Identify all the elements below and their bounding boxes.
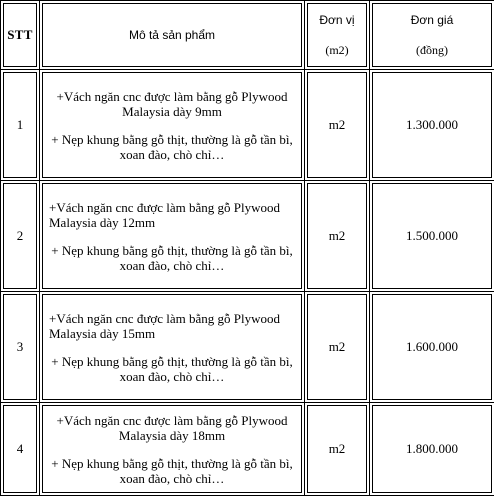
header-stt: STT bbox=[7, 27, 32, 43]
row-stt-cell bbox=[1, 403, 40, 496]
header-unit-sub: (m2) bbox=[325, 43, 348, 58]
header-cell-price bbox=[370, 1, 494, 70]
row-stt: 4 bbox=[17, 441, 24, 457]
row-price-cell bbox=[370, 403, 494, 496]
table-row bbox=[1, 292, 494, 403]
table-header-row bbox=[1, 1, 494, 70]
row-unit: m2 bbox=[329, 339, 346, 355]
table-row bbox=[1, 181, 494, 292]
row-description-cell bbox=[40, 181, 305, 292]
header-description: Mô tả sản phẩm bbox=[129, 28, 215, 42]
row-unit: m2 bbox=[329, 228, 346, 244]
table-row bbox=[1, 70, 494, 181]
table-row bbox=[1, 403, 494, 496]
row-description-line2: + Nẹp khung bằng gỗ thịt, thường là gỗ tần bì, xoan đào, chò chỉ… bbox=[49, 243, 295, 273]
row-unit-cell bbox=[305, 292, 370, 403]
row-description-line1: +Vách ngăn cnc được làm bằng gỗ Plywood Malaysia dày 12mm bbox=[49, 200, 295, 230]
row-stt: 1 bbox=[17, 117, 24, 133]
row-description-line1: +Vách ngăn cnc được làm bằng gỗ Plywood Malaysia dày 18mm bbox=[49, 413, 295, 443]
row-unit-cell bbox=[305, 70, 370, 181]
row-description-line2: + Nẹp khung bằng gỗ thịt, thường là gỗ tần bì, xoan đào, chò chỉ… bbox=[49, 456, 295, 486]
row-stt-cell bbox=[1, 70, 40, 181]
header-price-sub: (đồng) bbox=[416, 43, 448, 58]
row-price-cell bbox=[370, 70, 494, 181]
row-price: 1.600.000 bbox=[406, 339, 458, 355]
row-price: 1.800.000 bbox=[406, 441, 458, 457]
row-description-line1: +Vách ngăn cnc được làm bằng gỗ Plywood Malaysia dày 9mm bbox=[49, 89, 295, 119]
header-cell-description bbox=[40, 1, 305, 70]
row-stt: 3 bbox=[17, 339, 24, 355]
row-price-cell bbox=[370, 181, 494, 292]
row-unit-cell bbox=[305, 181, 370, 292]
row-description-line2: + Nẹp khung bằng gỗ thịt, thường là gỗ tần bì, xoan đào, chò chỉ… bbox=[49, 354, 295, 384]
row-description-cell bbox=[40, 70, 305, 181]
row-unit: m2 bbox=[329, 441, 346, 457]
row-price: 1.300.000 bbox=[406, 117, 458, 133]
row-stt: 2 bbox=[17, 228, 24, 244]
row-stt-cell bbox=[1, 181, 40, 292]
header-price: Đơn giá bbox=[411, 13, 454, 27]
row-stt-cell bbox=[1, 292, 40, 403]
row-price: 1.500.000 bbox=[406, 228, 458, 244]
row-unit-cell bbox=[305, 403, 370, 496]
row-price-cell bbox=[370, 292, 494, 403]
row-description-cell bbox=[40, 292, 305, 403]
row-description-cell bbox=[40, 403, 305, 496]
row-description-line1: +Vách ngăn cnc được làm bằng gỗ Plywood Malaysia dày 15mm bbox=[49, 311, 295, 341]
row-unit: m2 bbox=[329, 117, 346, 133]
header-unit: Đơn vị bbox=[319, 13, 354, 27]
row-description-line2: + Nẹp khung bằng gỗ thịt, thường là gỗ tần bì, xoan đào, chò chỉ… bbox=[49, 132, 295, 162]
header-cell-unit bbox=[305, 1, 370, 70]
header-cell-stt bbox=[1, 1, 40, 70]
